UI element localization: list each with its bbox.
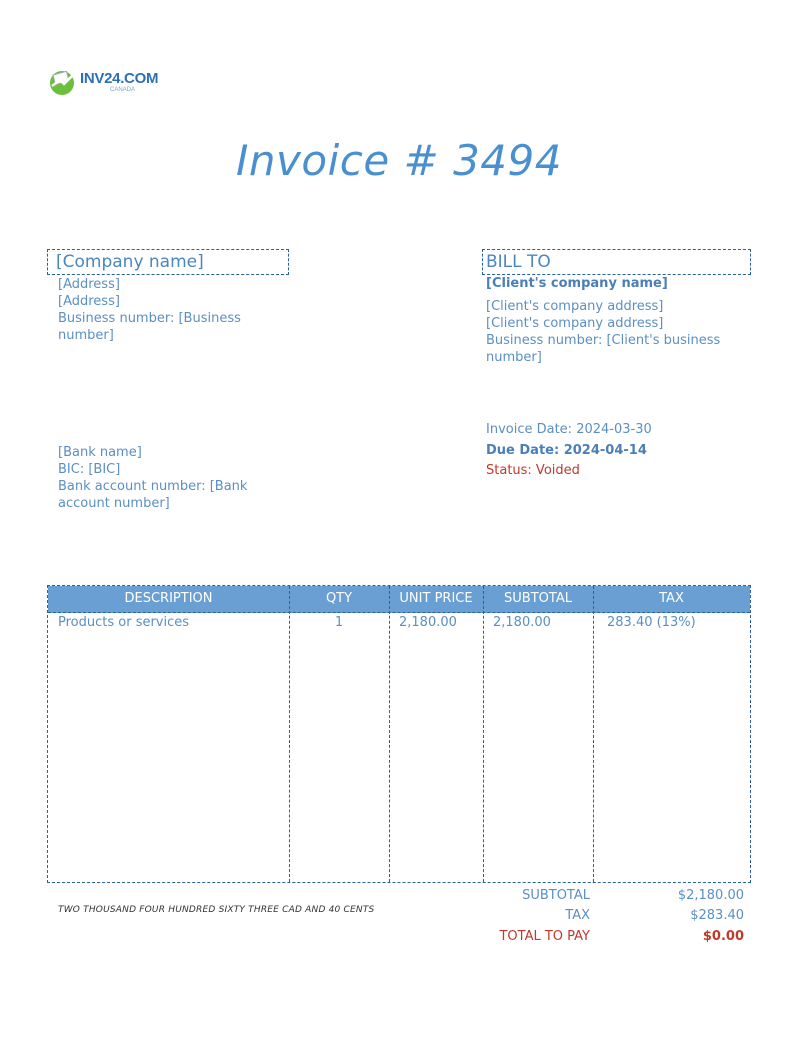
- client-business-number: Business number: [Client's business number]: [486, 333, 721, 365]
- header-tax: TAX: [659, 591, 684, 606]
- bank-account: Bank account number: [Bank account number]: [58, 479, 248, 511]
- amount-in-words: TWO THOUSAND FOUR HUNDRED SIXTY THREE CAD AND 40 CENTS: [58, 905, 375, 915]
- seller-address-block: [58, 276, 273, 344]
- header-subtotal: SUBTOTAL: [504, 591, 572, 606]
- seller-address-2: [Address]: [58, 294, 120, 309]
- seller-business-number: Business number: [Business number]: [58, 311, 241, 343]
- bank-bic: BIC: [BIC]: [58, 462, 121, 477]
- bill-to-heading: BILL TO: [482, 249, 751, 275]
- column-divider: [389, 586, 390, 882]
- client-address-block: [486, 298, 741, 366]
- tax-label: TAX: [565, 908, 590, 923]
- bank-block: [58, 444, 273, 512]
- logo-subtext: CANADA: [110, 87, 136, 93]
- logo-icon: [48, 68, 78, 96]
- header-unit-price: UNIT PRICE: [399, 591, 473, 606]
- column-divider: [593, 586, 594, 882]
- row-description: Products or services: [58, 615, 190, 630]
- subtotal-value: $2,180.00: [677, 888, 744, 903]
- due-date: Due Date: 2024-04-14: [486, 443, 647, 458]
- logo-text: INV24.COM: [80, 70, 159, 87]
- seller-address-1: [Address]: [58, 277, 120, 292]
- company-name: [Company name]: [47, 249, 289, 275]
- total-value: $0.00: [702, 929, 744, 944]
- invoice-date: Invoice Date: 2024-03-30: [486, 422, 652, 437]
- bank-name: [Bank name]: [58, 445, 142, 460]
- table-header: [48, 586, 750, 613]
- column-divider: [483, 586, 484, 882]
- header-description: DESCRIPTION: [124, 591, 213, 606]
- line-items-table: [47, 585, 751, 883]
- row-tax: 283.40 (13%): [607, 615, 696, 630]
- row-qty: 1: [334, 615, 344, 630]
- client-address-1: [Client's company address]: [486, 299, 664, 314]
- status: Status: Voided: [486, 463, 580, 478]
- row-subtotal: 2,180.00: [493, 615, 551, 630]
- logo: [48, 66, 158, 100]
- total-label: TOTAL TO PAY: [499, 929, 590, 944]
- header-qty: QTY: [325, 591, 353, 606]
- invoice-title: Invoice # 3494: [236, 136, 562, 185]
- tax-value: $283.40: [690, 908, 744, 923]
- subtotal-label: SUBTOTAL: [522, 888, 590, 903]
- client-address-2: [Client's company address]: [486, 316, 664, 331]
- row-unit-price: 2,180.00: [399, 615, 457, 630]
- client-company-name: [Client's company name]: [486, 276, 668, 291]
